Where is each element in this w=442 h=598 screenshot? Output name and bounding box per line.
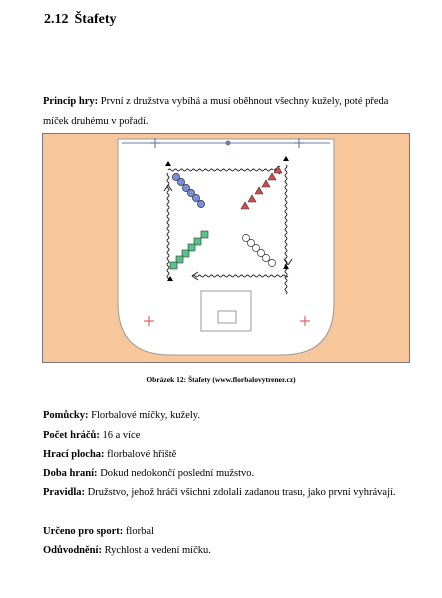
fact-area: Hrací plocha: florbalové hřiště [43,449,177,460]
relay-diagram [42,133,410,363]
principle-label: Princip hry: [43,96,99,107]
principle-text: První z družstva vybíhá a musí oběhnout všechny kužely, poté předa míček druhému v pořadí. [43,96,389,127]
section-heading [44,12,117,28]
center-dot [226,141,231,146]
fact-reason: Odůvodnění: Rychlost a vedení míčku. [43,545,211,556]
section-number: 2.12 [44,12,69,27]
principle-paragraph [43,92,413,132]
fact-rules: Pravidla: Družstvo, jehož hráči všichni zdolali zadanou trasu, jako první vyhrávají. [43,487,396,498]
fact-duration: Doba hraní: Dokud nedokončí poslední mužstvo. [43,468,255,479]
figure-caption: Obrázek 12: Štafety (www.florbalovytrener.cz) [146,375,296,384]
section-title: Štafety [74,12,117,27]
fact-players: Počet hráčů: 16 a více [43,430,141,441]
fact-equipment: Pomůcky: Florbalové míčky, kužely. [43,410,200,421]
fact-sport: Určeno pro sport: florbal [43,526,154,537]
